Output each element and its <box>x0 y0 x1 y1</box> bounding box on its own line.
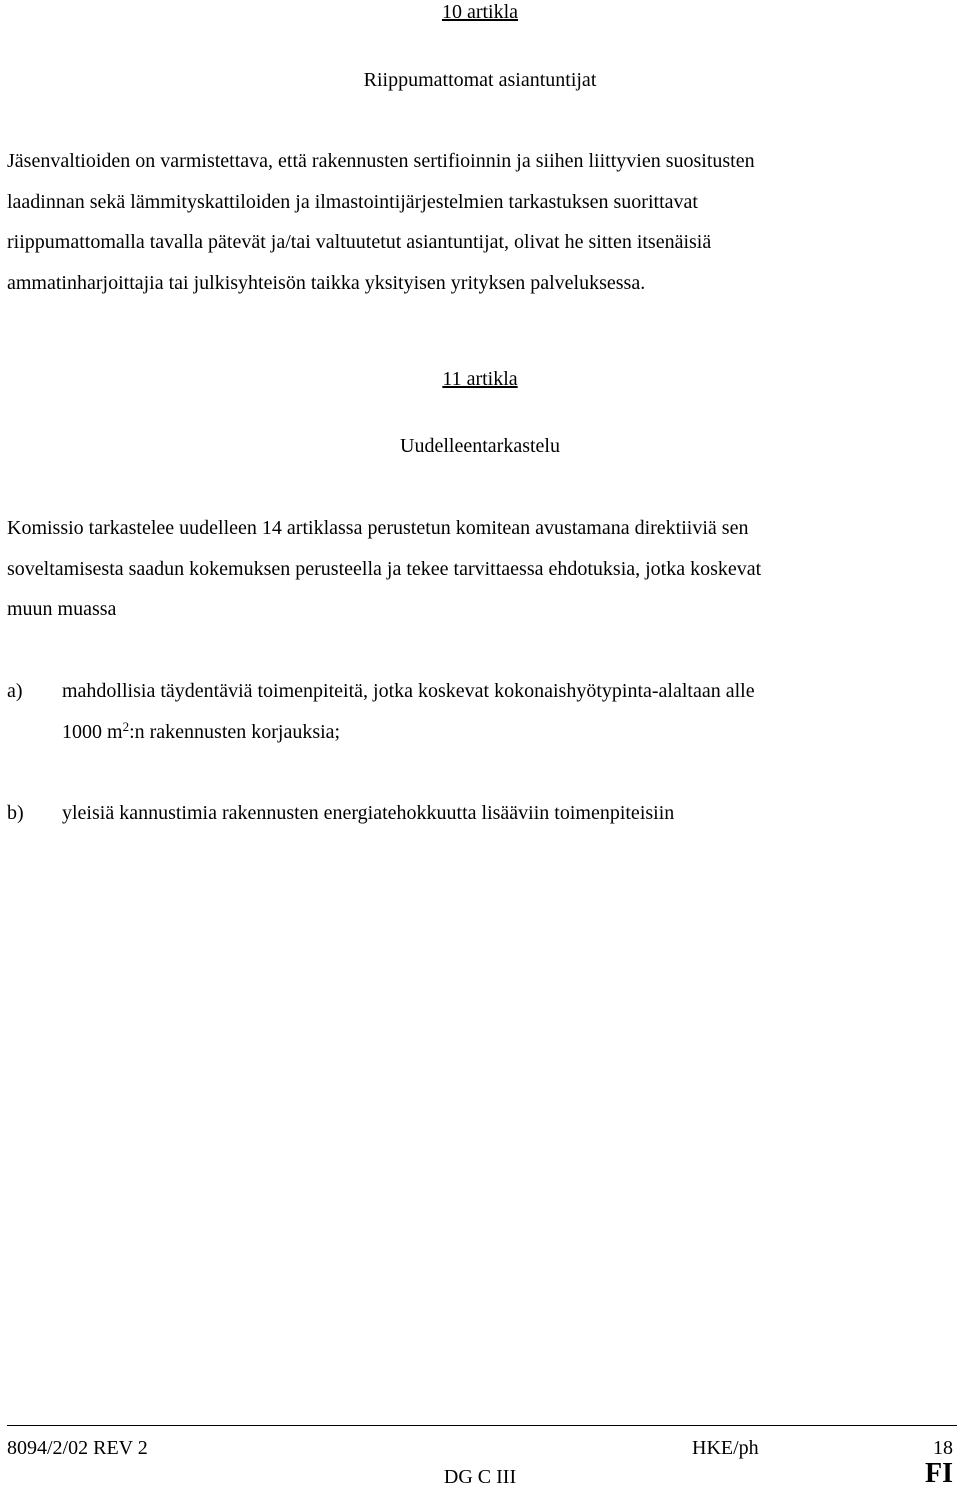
superscript: 2 <box>122 718 130 734</box>
article-11-paragraph <box>7 508 957 630</box>
article-11-heading: 11 artikla <box>442 368 518 390</box>
paragraph-line: ammatinharjoittajia tai julkisyhteisön taikka yksityisen yrityksen palveluksessa. <box>7 271 646 294</box>
footer-doc-ref: 8094/2/02 REV 2 <box>7 1437 148 1459</box>
paragraph-line: muun muassa <box>7 598 117 620</box>
article-10-heading: 10 artikla <box>441 1 519 23</box>
list-item-text <box>62 793 674 834</box>
list-item-line <box>62 712 755 753</box>
list-item-line-rest: :n rakennusten korjauksia; <box>129 720 341 743</box>
paragraph-line: laadinnan sekä lämmityskattiloiden ja ilmastointijärjestelmien tarkastuksen suorittavat <box>7 190 698 213</box>
article-11-title: Uudelleentarkastelu <box>400 435 560 457</box>
paragraph-line: Komissio tarkastelee uudelleen 14 artiklassa perustetun komitean avustamana direktiiviä sen <box>7 517 749 539</box>
footer-divider <box>7 1425 957 1426</box>
list-marker: b) <box>7 802 24 824</box>
paragraph-line: riippumattomalla tavalla pätevät ja/tai valtuutetut asiantuntijat, olivat he sitten itsenäisiä <box>7 231 712 253</box>
footer-page-number: 18 <box>933 1437 953 1459</box>
footer-initials: HKE/ph <box>692 1437 759 1459</box>
list-marker: a) <box>7 680 23 702</box>
list-item-text <box>62 671 755 752</box>
paragraph-line: soveltamisesta saadun kokemuksen perusteella ja tekee tarvittaessa ehdotuksia, jotka koskevat <box>7 557 762 580</box>
footer-language-code: FI <box>925 1458 953 1489</box>
paragraph-line: Jäsenvaltioiden on varmistettava, että rakennusten sertifioinnin ja siihen liittyvien suositusten <box>7 150 755 172</box>
area-value: 1000 m <box>62 720 123 743</box>
footer-directorate: DG C III <box>443 1466 517 1488</box>
list-item-line: mahdollisia täydentäviä toimenpiteitä, jotka koskevat kokonaishyötypinta-alaltaan alle <box>62 680 755 702</box>
list-item-line: yleisiä kannustimia rakennusten energiatehokkuutta lisääviin toimenpiteisiin <box>62 802 675 824</box>
article-10-paragraph <box>7 141 957 303</box>
article-10-title: Riippumattomat asiantuntijat <box>363 69 597 91</box>
